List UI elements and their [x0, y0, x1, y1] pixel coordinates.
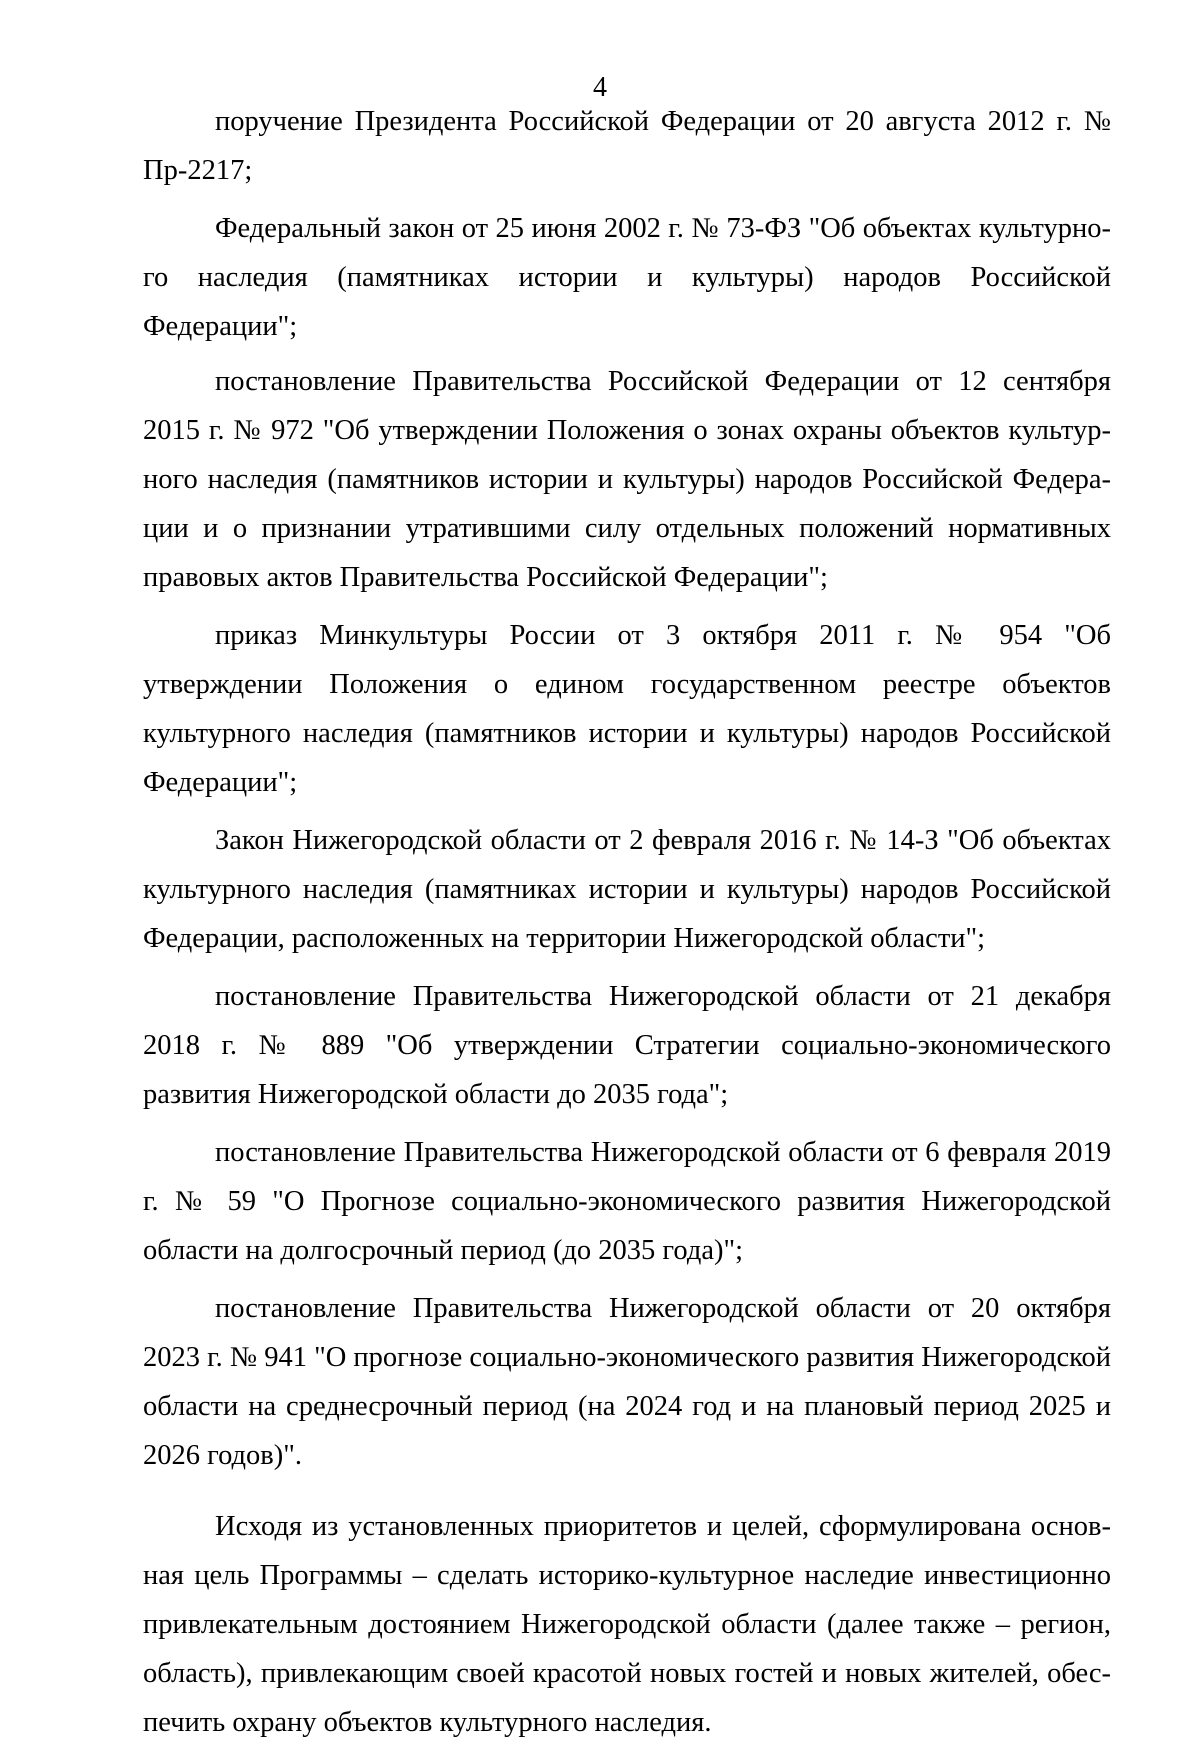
- paragraph-regional-decree-59: постановление Правительства Нижегородской области от 6 февраля 2019 г. № 59 "О Прогнозе социально-экономического развития Нижегородской области на долгосрочный период (до 2035 года)";: [143, 1137, 1111, 1266]
- paragraph-ministry-order-954: приказ Минкультуры России от 3 октября 2011 г. № 954 "Об утверждении Положения о едином государственном реестре объектов культурного наследия (памятников истории и культуры) народов Российской Федерации";: [143, 620, 1111, 798]
- paragraph-federal-law-73: Федеральный закон от 25 июня 2002 г. № 73-ФЗ "Об объектах культурного наследия (памятниках истории и культуры) народов Российской Федерации";: [143, 213, 1111, 342]
- paragraph-regional-law-14: Закон Нижегородской области от 2 февраля 2016 г. № 14-З "Об объектах культурного наследия (памятниках истории и культуры) народов Российской Федерации, расположенных на территории Нижегородской области";: [143, 825, 1111, 954]
- page-number: 4: [593, 72, 607, 103]
- paragraph-government-decree-972: постановление Правительства Российской Федерации от 12 сентября 2015 г. № 972 "Об утверждении Положения о зонах охраны объектов культурного наследия (памятников истории и культуры) народов Российской Федерации и о признании утратившими силу отдельных положений нормативных правовых актов Правительства Российской Федерации";: [143, 366, 1111, 593]
- document-body: [143, 97, 1111, 1747]
- paragraph-regional-decree-889: постановление Правительства Нижегородской области от 21 декабря 2018 г. № 889 "Об утверждении Стратегии социально-экономического развития Нижегородской области до 2035 года";: [143, 981, 1111, 1110]
- paragraph-regional-decree-941: постановление Правительства Нижегородской области от 20 октября 2023 г. № 941 "О прогнозе социально-экономического развития Нижегородской области на среднесрочный период (на 2024 год и на плановый период 2025 и 2026 годов)".: [143, 1293, 1111, 1471]
- paragraph-presidential-order: поручение Президента Российской Федерации от 20 августа 2012 г. № Пр-2217;: [143, 106, 1111, 186]
- paragraph-program-goal: Исходя из установленных приоритетов и целей, сформулирована основная цель Программы – сделать историко-культурное наследие инвестиционно привлекательным достоянием Нижегородской области (далее также – регион, область), привлекающим своей красотой новых гостей и новых жителей, обеспечить охрану объектов культурного наследия.: [143, 1511, 1111, 1738]
